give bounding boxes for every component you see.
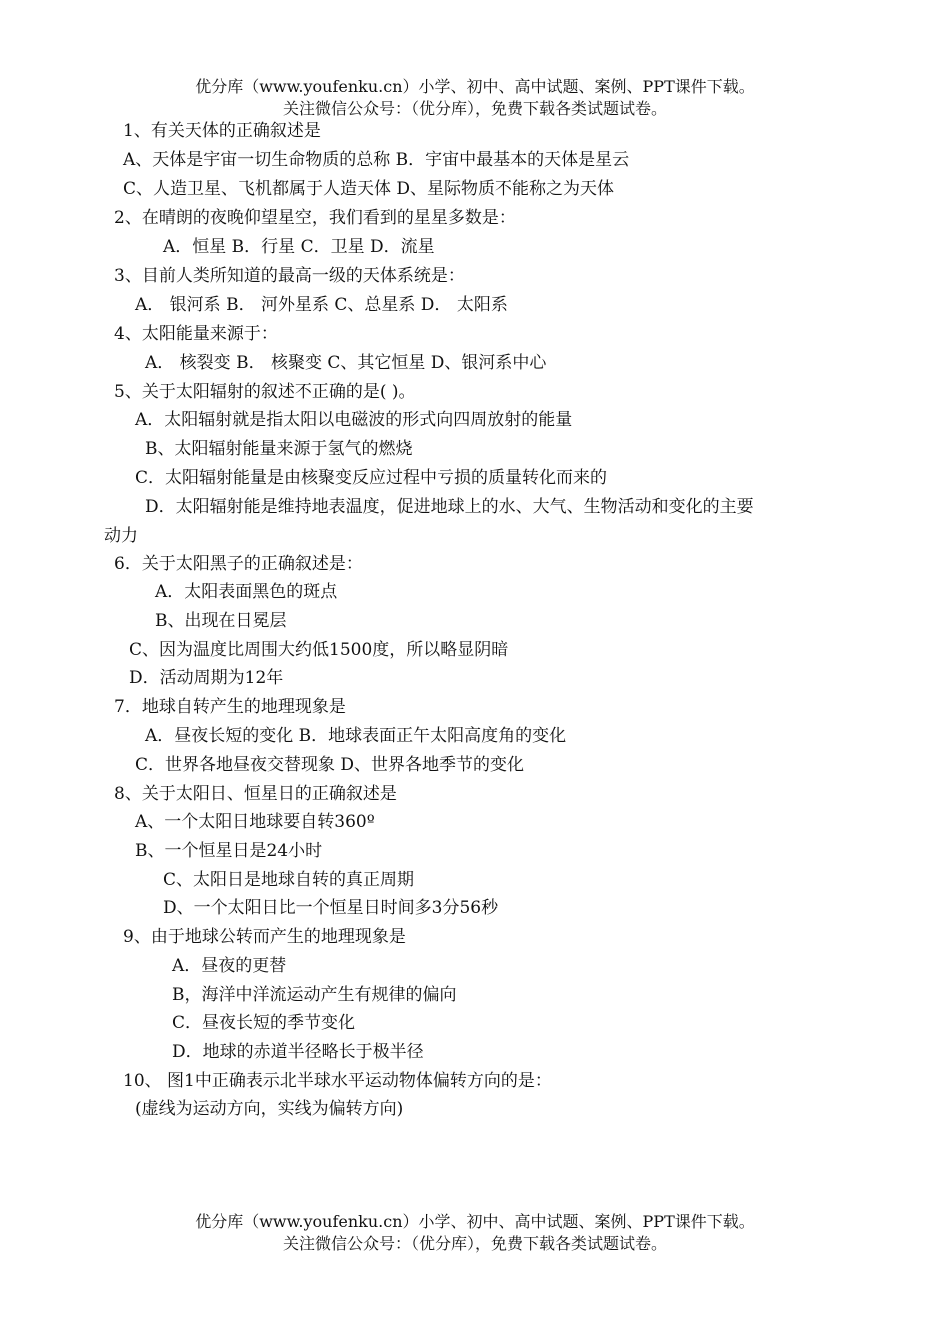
question-3-stem: 3、目前人类所知道的最高一级的天体系统是： [114,266,465,286]
question-2-options: A．恒星 B．行星 C．卫星 D．流星 [163,237,435,257]
question-6-option-b: B、出现在日冕层 [155,611,287,631]
question-8-stem: 8、关于太阳日、恒星日的正确叙述是 [114,784,397,804]
footer-line-1: 优分库（www.youfenku.cn）小学、初中、高中试题、案例、PPT课件下载。 [195,1212,755,1231]
question-1-options-cd: C、人造卫星、飞机都属于人造天体 D、星际物质不能称之为天体 [123,179,615,199]
question-10-stem: 10、 图1中正确表示北半球水平运动物体偏转方向的是： [123,1071,552,1091]
question-7-stem: 7．地球自转产生的地理现象是 [114,697,346,717]
page-header [0,76,950,120]
question-1-options-ab: A、天体是宇宙一切生命物质的总称 B．宇宙中最基本的天体是星云 [123,150,630,170]
question-9-option-b: B，海洋中洋流运动产生有规律的偏向 [172,985,457,1005]
question-9-option-a: A．昼夜的更替 [172,956,287,976]
question-6-stem: 6．关于太阳黑子的正确叙述是： [114,554,363,574]
question-3-options: A． 银河系 B． 河外星系 C、总星系 D． 太阳系 [135,295,508,315]
question-5-option-d: D．太阳辐射能是维持地表温度，促进地球上的水、大气、生物活动和变化的主要 [145,497,754,517]
header-line-1: 优分库（www.youfenku.cn）小学、初中、高中试题、案例、PPT课件下载。 [195,77,755,96]
question-8-option-c: C、太阳日是地球自转的真正周期 [163,870,415,890]
question-6-option-a: A．太阳表面黑色的斑点 [155,582,338,602]
question-8-option-b: B、一个恒星日是24小时 [135,841,323,861]
question-5-option-d-continued: 动力 [104,526,138,546]
question-4-options: A． 核裂变 B． 核聚变 C、其它恒星 D、银河系中心 [145,353,547,373]
page-footer [0,1211,950,1255]
question-5-stem: 5、关于太阳辐射的叙述不正确的是( )。 [114,382,416,402]
footer-line-2: 关注微信公众号：（优分库），免费下载各类试题试卷。 [282,1234,667,1253]
question-6-option-d: D．活动周期为12年 [129,668,284,688]
question-7-options-cd: C．世界各地昼夜交替现象 D、世界各地季节的变化 [135,755,525,775]
question-4-stem: 4、太阳能量来源于： [114,324,278,344]
question-5-option-b: B、太阳辐射能量来源于氢气的燃烧 [145,439,413,459]
question-8-option-a: A、一个太阳日地球要自转360º [135,812,375,832]
question-10-note: (虚线为运动方向，实线为偏转方向) [135,1099,404,1119]
question-8-option-d: D、一个太阳日比一个恒星日时间多3分56秒 [163,898,499,918]
header-line-2: 关注微信公众号：（优分库），免费下载各类试题试卷。 [282,99,667,118]
question-5-option-a: A．太阳辐射就是指太阳以电磁波的形式向四周放射的能量 [135,410,573,430]
question-1-stem: 1、有关天体的正确叙述是 [123,121,321,141]
question-5-option-c: C．太阳辐射能量是由核聚变反应过程中亏损的质量转化而来的 [135,468,608,488]
question-6-option-c: C、因为温度比周围大约低1500度，所以略显阴暗 [129,640,509,660]
question-9-option-c: C．昼夜长短的季节变化 [172,1013,356,1033]
question-2-stem: 2、在晴朗的夜晚仰望星空，我们看到的星星多数是： [114,208,516,228]
question-9-stem: 9、由于地球公转而产生的地理现象是 [123,927,406,947]
question-7-options-ab: A．昼夜长短的变化 B．地球表面正午太阳高度角的变化 [145,726,567,746]
question-9-option-d: D．地球的赤道半径略长于极半径 [172,1042,424,1062]
